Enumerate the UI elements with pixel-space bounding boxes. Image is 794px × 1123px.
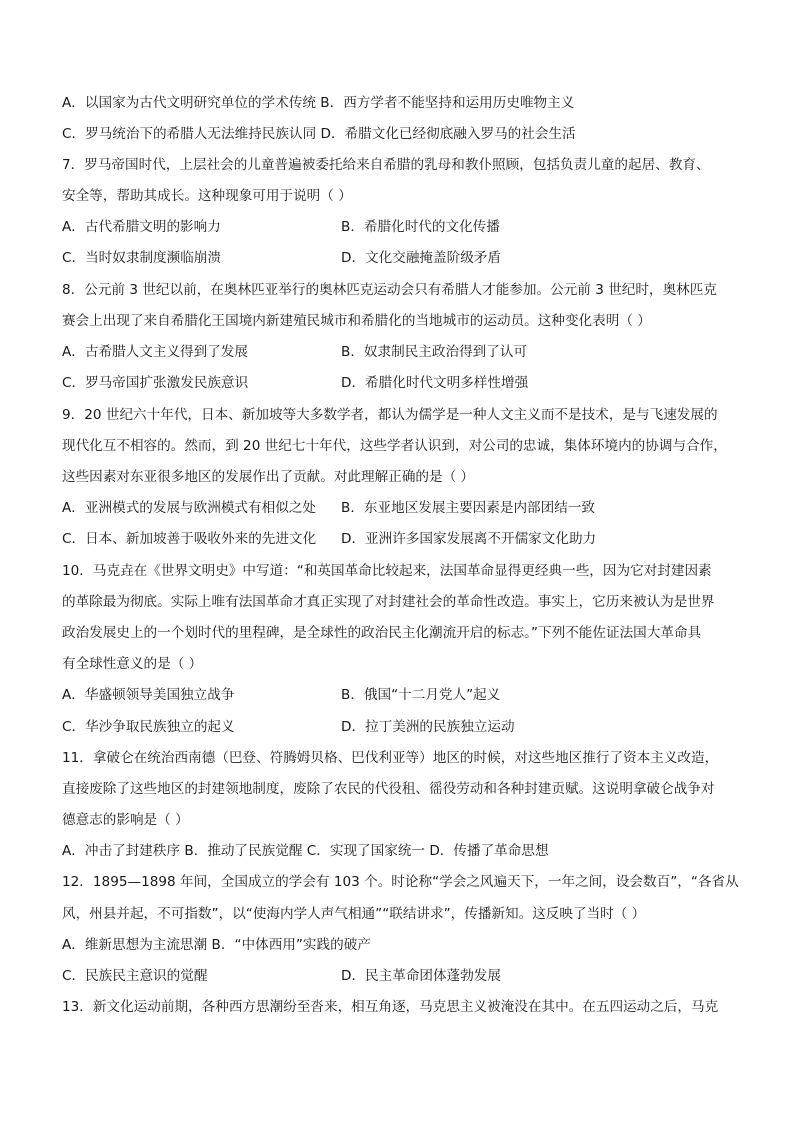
q7-stem-line2: 安全等，帮助其成长。这种现象可用于说明（ ）: [62, 188, 352, 204]
q10-option-d: D．拉丁美洲的民族独立运动: [341, 719, 515, 735]
q8-option-b: B．奴隶制民主政治得到了认可: [341, 344, 528, 360]
q10-stem-line1: 10．马克垚在《世界文明史》中写道：“和英国革命比较起来，法国革命显得更经典一些，因为它对封建因素: [62, 563, 712, 579]
q9-stem-line3: 这些因素对东亚很多地区的发展作出了贡献。对此理解正确的是（ ）: [62, 469, 475, 485]
q12-options-ab: A．维新思想为主流思潮 B．“中体西用”实践的破产: [62, 937, 371, 953]
q7-stem-line1: 7．罗马帝国时代，上层社会的儿童普遍被委托给来自希腊的乳母和教仆照顾，包括负责儿童的起居、教育、: [62, 157, 710, 173]
q6-options-cd: C．罗马统治下的希腊人无法维持民族认同 D．希腊文化已经彻底融入罗马的社会生活: [62, 126, 576, 142]
q9-option-c: C．日本、新加坡善于吸收外来的先进文化: [62, 531, 317, 547]
q7-option-a: A．古代希腊文明的影响力: [62, 219, 221, 235]
q9-stem-line1: 9．20 世纪六十年代，日本、新加坡等大多数学者，都认为儒学是一种人文主义而不是技术，是与飞速发展的: [62, 407, 718, 423]
q8-option-c: C．罗马帝国扩张激发民族意识: [62, 375, 249, 391]
q10-option-b: B．俄国“十二月党人”起义: [341, 687, 501, 703]
q11-stem-line1: 11．拿破仑在统治西南德（巴登、符腾姆贝格、巴伐利亚等）地区的时候，对这些地区推行了资本主义改造，: [62, 750, 719, 766]
q10-option-c: C．华沙争取民族独立的起义: [62, 719, 235, 735]
q11-options: A．冲击了封建秩序 B．推动了民族觉醒 C．实现了国家统一 D．传播了革命思想: [62, 843, 549, 859]
q9-option-d: D．亚洲许多国家发展离不开儒家文化助力: [341, 531, 597, 547]
q10-stem-line4: 有全球性意义的是（ ）: [62, 656, 203, 672]
q12-stem-line2: 风，州县并起，不可指数”，以“使海内学人声气相通”“联结讲求”，传播新知。这反映了当时（ ）: [62, 906, 646, 922]
q7-option-c: C．当时奴隶制度濒临崩溃: [62, 250, 222, 266]
q8-option-d: D．希腊化时代文明多样性增强: [341, 375, 529, 391]
q10-option-a: A．华盛顿领导美国独立战争: [62, 687, 235, 703]
q7-option-d: D．文化交融掩盖阶级矛盾: [341, 250, 501, 266]
q12-option-d: D．民主革命团体蓬勃发展: [341, 968, 501, 984]
q8-stem-line2: 赛会上出现了来自希腊化王国境内新建殖民城市和希腊化的当地城市的运动员。这种变化表明（ ）: [62, 313, 651, 329]
q8-stem-line1: 8．公元前 3 世纪以前，在奥林匹亚举行的奥林匹克运动会只有希腊人才能参加。公元前 3 世纪时，奥林匹克: [62, 282, 717, 298]
q10-stem-line3: 政治发展史上的一个划时代的里程碑，是全球性的政治民主化潮流开启的标志。”下列不能佐证法国大革命具: [62, 625, 702, 641]
q11-stem-line3: 德意志的影响是（ ）: [62, 812, 189, 828]
q12-option-c: C．民族民主意识的觉醒: [62, 968, 208, 984]
q13-stem-line1: 13．新文化运动前期，各种西方思潮纷至沓来，相互角逐，马克思主义被淹没在其中。在五四运动之后，马克: [62, 999, 719, 1015]
q9-stem-line2: 现代化互不相容的。然而，到 20 世纪七十年代，这些学者认识到，对公司的忠诚，集体环境内的协调与合作，: [62, 438, 727, 454]
q9-option-a: A．亚洲模式的发展与欧洲模式有相似之处: [62, 500, 316, 516]
q9-option-b: B．东亚地区发展主要因素是内部团结一致: [341, 500, 596, 516]
q8-option-a: A．古希腊人文主义得到了发展: [62, 344, 249, 360]
q10-stem-line2: 的革除最为彻底。实际上唯有法国革命才真正实现了对封建社会的革命性改造。事实上，它历来被认为是世界: [62, 594, 715, 610]
q7-option-b: B．希腊化时代的文化传播: [341, 219, 500, 235]
q11-stem-line2: 直接废除了这些地区的封建领地制度，废除了农民的代役租、徭役劳动和各种封建贡赋。这说明拿破仑战争对: [62, 781, 715, 797]
q6-options-ab: A．以国家为古代文明研究单位的学术传统 B．西方学者不能坚持和运用历史唯物主义: [62, 95, 575, 111]
q12-stem-line1: 12．1895—1898 年间，全国成立的学会有 103 个。时论称“学会之风遍天下，一年之间，设会数百”，“各省从: [62, 874, 739, 890]
